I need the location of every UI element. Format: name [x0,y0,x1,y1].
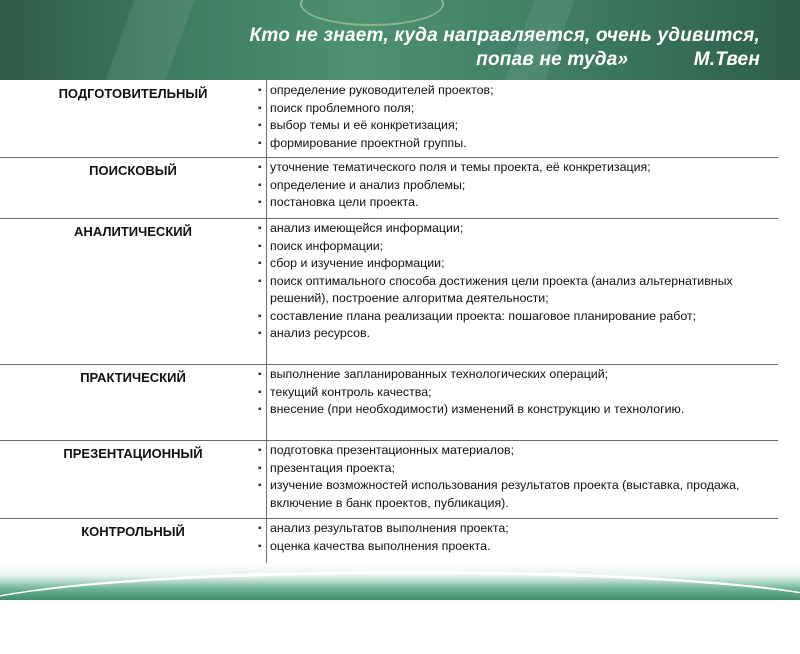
stage-item-text: анализ ресурсов. [270,326,371,340]
project-stages-table [0,80,778,564]
stage-item-text: постановка цели проекта. [270,195,419,209]
stage-item [258,442,768,460]
bullet-icon: ▪ [258,275,262,287]
stage-row [0,218,778,365]
stage-item [258,82,768,100]
bullet-icon: ▪ [258,404,262,415]
stage-item [258,100,768,118]
stage-item-text: оценка качества выполнения проекта. [270,538,491,553]
stage-items [258,159,768,212]
bullet-icon: ▪ [258,328,262,339]
stage-item [258,366,768,384]
bullet-icon: ▪ [258,369,262,380]
stage-items [258,220,768,343]
stage-item [258,325,768,343]
bullet-icon: ▪ [258,310,262,322]
stage-name: ПРЕЗЕНТАЦИОННЫЙ [63,446,203,461]
stage-item [258,401,768,419]
stage-item [258,538,768,556]
footer-wave [0,563,800,600]
stage-item [258,135,768,153]
bullet-icon: ▪ [258,223,262,234]
bullet-icon: ▪ [258,102,262,114]
quote-author: М.Твен [693,49,760,70]
stage-name: ПРАКТИЧЕСКИЙ [80,370,186,385]
stage-item [258,308,768,326]
stage-item-text: анализ результатов выполнения проекта; [270,521,509,535]
bullet-icon: ▪ [258,523,262,534]
stage-name: АНАЛИТИЧЕСКИЙ [74,224,192,239]
quote-line-2: попав не туда» [476,49,629,70]
bullet-icon: ▪ [258,480,262,491]
stage-item [258,273,768,308]
stage-item-text: выбор темы и её конкретизация; [270,118,459,132]
stage-items [258,442,768,512]
stage-item-text: поиск оптимального способа достижения цели проекта (анализ альтернативных решений), построение алгоритма деятельности; [270,273,733,305]
stage-item-text: составление плана реализации проекта: пошаговое планирование работ; [270,308,697,323]
bullet-icon: ▪ [258,540,262,552]
stage-item-text: поиск проблемного поля; [270,100,415,115]
stage-row [0,157,778,219]
bullet-icon: ▪ [258,85,262,96]
bullet-icon: ▪ [258,197,262,208]
stage-item [258,520,768,538]
stage-item-text: поиск информации; [270,238,384,253]
stage-item [258,220,768,238]
stage-item [258,117,768,135]
stage-item-text: анализ имеющейся информации; [270,221,464,235]
stage-item-text: изучение возможностей использования результатов проекта (выставка, продажа, включение в банк проектов, публикация). [270,478,740,510]
stage-item [258,238,768,256]
stage-name: ПОДГОТОВИТЕЛЬНЫЙ [58,86,208,101]
stage-item [258,384,768,402]
stage-item [258,255,768,273]
quote-line-2-wrap [140,48,760,72]
bullet-icon: ▪ [258,120,262,131]
bullet-icon: ▪ [258,445,262,456]
bullet-icon: ▪ [258,258,262,269]
header-banner [0,0,800,80]
stage-item [258,177,768,195]
stage-item-text: определение и анализ проблемы; [270,177,466,192]
stage-items [258,520,768,555]
stage-item-text: формирование проектной группы. [270,135,467,150]
stage-items [258,366,768,419]
stage-row [0,364,778,441]
stage-row [0,518,778,563]
footer-arc [0,571,800,654]
quote-line-1: Кто не знает, куда направляется, очень удивится, [249,25,760,46]
stage-item [258,194,768,212]
stage-items [258,82,768,152]
stage-item [258,460,768,478]
bullet-icon: ▪ [258,240,262,252]
stage-item-text: выполнение запланированных технологических операций; [270,367,609,381]
stage-row [0,80,778,158]
bullet-icon: ▪ [258,386,262,398]
bullet-icon: ▪ [258,137,262,149]
stage-item [258,477,768,512]
stage-name: КОНТРОЛЬНЫЙ [81,524,185,539]
stage-name: ПОИСКОВЫЙ [89,163,177,178]
stage-item-text: подготовка презентационных материалов; [270,443,515,457]
stage-item-text: презентация проекта; [270,460,395,475]
epigraph-quote [140,24,760,72]
bullet-icon: ▪ [258,162,262,173]
bullet-icon: ▪ [258,179,262,191]
bullet-icon: ▪ [258,462,262,474]
stage-item-text: внесение (при необходимости) изменений в конструкцию и технологию. [270,402,685,416]
stage-item-text: сбор и изучение информации; [270,256,445,270]
stage-row [0,440,778,519]
stage-item-text: определение руководителей проектов; [270,83,494,97]
stage-item [258,159,768,177]
stage-item-text: текущий контроль качества; [270,384,432,399]
stage-item-text: уточнение тематического поля и темы проекта, её конкретизация; [270,160,651,174]
banner-decoration [300,0,444,26]
